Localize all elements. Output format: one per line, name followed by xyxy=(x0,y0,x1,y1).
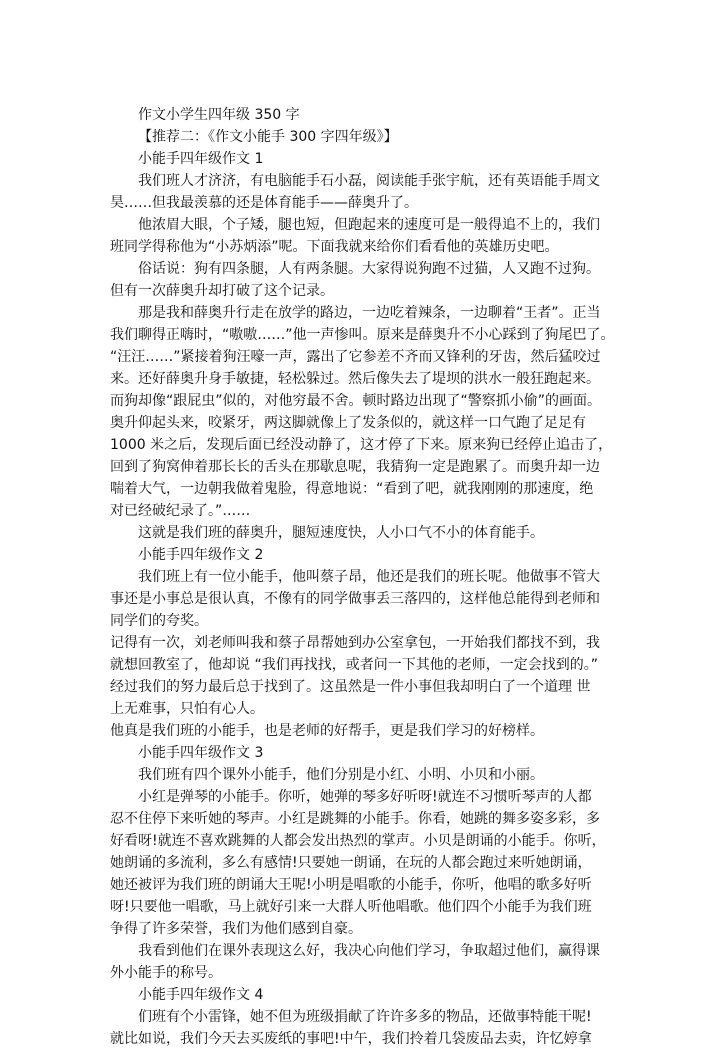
text-line: 小能手四年级作文 1 xyxy=(138,151,264,167)
document-body xyxy=(110,104,615,1050)
text-line: 就想回教室了，他却说 “我们再找找，或者问一下其他的老师，一定会找到的。” xyxy=(110,657,598,673)
text-line: 而狗却像“跟屁虫”似的，对他穷最不舍。顿时路边出现了“警察抓小偷”的画面。 xyxy=(110,393,602,409)
text-line: 我们班人才济济，有电脑能手石小磊，阅读能手张宇航，还有英语能手周文 xyxy=(138,173,600,189)
text-line: 来。还好薛奥升身手敏捷，轻松躲过。然后像失去了堤坝的洪水一般狂跑起来。 xyxy=(110,371,600,387)
text-line: 小能手四年级作文 3 xyxy=(138,745,264,761)
text-line: 事还是小事总是很认真，不像有的同学做事丢三落四的，这样他总能得到老师和 xyxy=(110,591,600,607)
text-line: 那是我和薛奥升行走在放学的路边，一边吃着辣条，一边聊着“王者”。正当 xyxy=(138,305,601,321)
text-line: 昊……但我最羡慕的还是体育能手——薛奥升了。 xyxy=(110,195,418,211)
text-line: 记得有一次，刘老师叫我和蔡子昂帮她到办公室拿包，一开始我们都找不到，我 xyxy=(110,635,600,651)
text-line: 小红是弹琴的小能手。你听，她弹的琴多好听呀!就连不习惯听琴声的人都 xyxy=(138,789,592,805)
text-line: 我们班上有一位小能手，他叫蔡子昂，他还是我们的班长呢。他做事不管大 xyxy=(138,569,600,585)
text-line: 们班有个小雷锋，她不但为班级捐献了许许多多的物品，还做事特能干呢! xyxy=(138,1009,592,1025)
text-line: 好看呀!就连不喜欢跳舞的人都会发出热烈的掌声。小贝是朗诵的小能手。你听， xyxy=(110,833,606,849)
text-line: 俗话说：狗有四条腿，人有两条腿。大家得说狗跑不过猫，人又跑不过狗。 xyxy=(138,261,600,277)
text-line: 她还被评为我们班的朗诵大王呢!小明是唱歌的小能手，你听，他唱的歌多好听 xyxy=(110,877,592,893)
text-line: 班同学得称他为“小苏炳添”呢。下面我就来给你们看看他的英雄历史吧。 xyxy=(110,239,559,255)
text-line: 就比如说，我们今天去买废纸的事吧!中午，我们拎着几袋废品去卖，许忆婷拿 xyxy=(110,1031,592,1047)
text-line: 我看到他们在课外表现这么好，我决心向他们学习，争取超过他们，赢得课 xyxy=(138,943,600,959)
text-line: 回到了狗窝伸着那长长的舌头在那歇息呢，我猜狗一定是跑累了。而奥升却一边 xyxy=(110,459,600,475)
text-line: 上无难事，只怕有心人。 xyxy=(110,701,264,717)
text-line: 外小能手的称号。 xyxy=(110,965,222,981)
text-line: 这就是我们班的薛奥升，腿短速度快，人小口气不小的体育能手。 xyxy=(138,525,544,541)
text-line: 经过我们的努力最后总于找到了。这虽然是一件小事但我却明白了一个道理 世 xyxy=(110,679,591,695)
text-line: 1000 米之后，发现后面已经没动静了，这才停了下来。原来狗已经停止追击了， xyxy=(110,437,613,453)
text-line: 他真是我们班的小能手，也是老师的好帮手，更是我们学习的好榜样。 xyxy=(110,723,544,739)
text-line: 她朗诵的多流利，多么有感情!只要她一朗诵，在玩的人都会跑过来听她朗诵， xyxy=(110,855,592,871)
text-line: 【推荐二：《作文小能手 300 字四年级》】 xyxy=(138,129,398,145)
text-line: 喘着大气，一边朝我做着鬼脸，得意地说：“看到了吧，就我刚刚的那速度，绝 xyxy=(110,481,594,497)
text-line: 小能手四年级作文 4 xyxy=(138,987,264,1003)
text-line: 对已经破纪录了。”…… xyxy=(110,503,251,519)
text-line: 忍不住停下来听她的琴声。小红是跳舞的小能手。你看，她跳的舞多姿多彩，多 xyxy=(110,811,600,827)
text-line: 同学们的夸奖。 xyxy=(110,613,208,629)
text-line: 他浓眉大眼，个子矮，腿也短，但跑起来的速度可是一般得追不上的，我们 xyxy=(138,217,600,233)
text-line: 争得了许多荣誉，我们为他们感到自豪。 xyxy=(110,921,362,937)
text-line: 但有一次薛奥升却打破了这个记录。 xyxy=(110,283,334,299)
text-line: “汪汪……”紧接着狗汪嚎一声，露出了它参差不齐而又锋利的牙齿，然后猛咬过 xyxy=(110,349,601,365)
text-line: 呀!只要他一唱歌，马上就好引来一大群人听他唱歌。他们四个小能手为我们班 xyxy=(110,899,592,915)
text-line: 我们聊得正嗨时，“嗷嗷……”他一声惨叫。原来是薛奥升不小心踩到了狗尾巴了。 xyxy=(110,327,615,343)
text-line: 奥升仰起头来，咬紧牙，两这脚就像上了发条似的，就这样一口气跑了足足有 xyxy=(110,415,586,431)
text-line: 小能手四年级作文 2 xyxy=(138,547,264,563)
text-line: 作文小学生四年级 350 字 xyxy=(138,107,300,123)
text-line: 我们班有四个课外小能手，他们分别是小红、小明、小贝和小丽。 xyxy=(138,767,544,783)
